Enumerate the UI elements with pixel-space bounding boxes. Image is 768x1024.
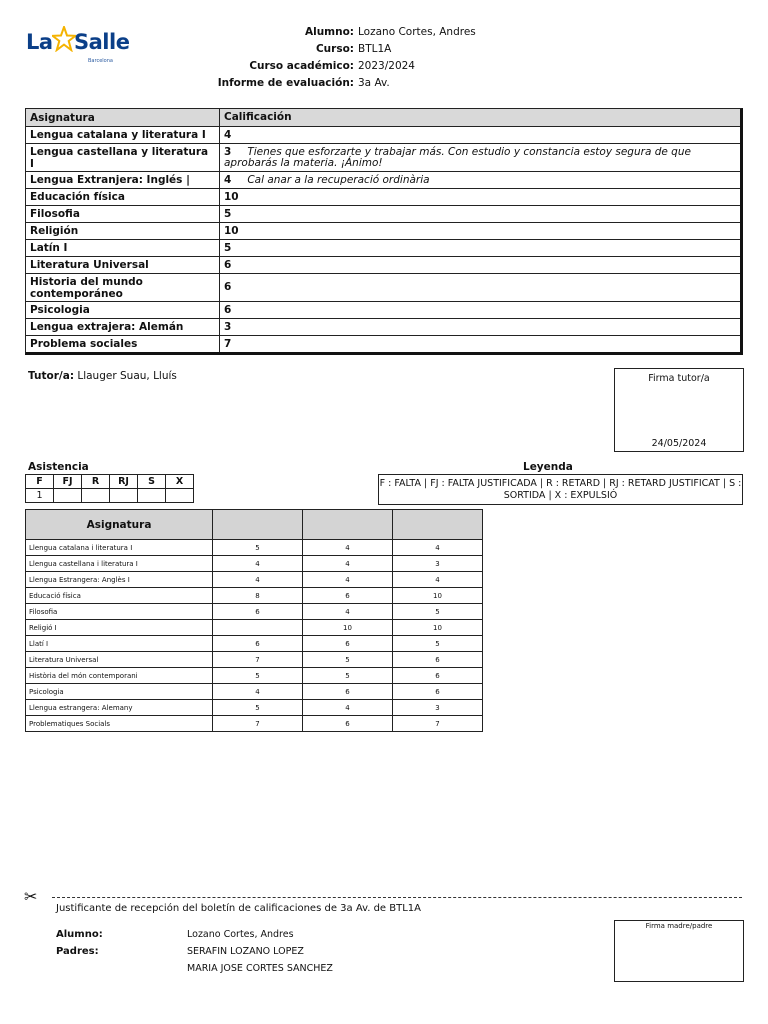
- evaluation-row: [26, 668, 483, 684]
- grade-row: [26, 256, 740, 273]
- attendance-value: 1: [26, 489, 54, 503]
- parent-signature-box: [614, 920, 744, 982]
- attendance-value-row: [26, 489, 194, 503]
- evaluation-value: 6: [303, 588, 393, 604]
- logo-subtitle: Barcelona: [88, 58, 113, 64]
- evaluation-value: 5: [393, 636, 483, 652]
- tutor-name: Llauger Suau, Lluís: [77, 370, 177, 382]
- grade-row: [26, 239, 740, 256]
- evaluation-value: 6: [213, 636, 303, 652]
- evaluation-value: 7: [213, 716, 303, 732]
- evaluation-value: 5: [303, 652, 393, 668]
- evaluation-row: [26, 700, 483, 716]
- grade-row: [26, 273, 740, 301]
- evaluation-value: 4: [213, 556, 303, 572]
- grades-header-grade: Calificación: [224, 111, 292, 123]
- grade-subject: Latín I: [26, 240, 220, 256]
- evaluation-row: [26, 540, 483, 556]
- evaluation-row: [26, 716, 483, 732]
- evaluation-value: 4: [393, 572, 483, 588]
- grade-comment: Tienes que esforzarte y trabajar más. Con estudio y constancia estoy segura de que aprobarás la materia. ¡Ánimo!: [224, 146, 691, 169]
- course-value: BTL1A: [358, 43, 392, 55]
- evaluation-value: 4: [303, 556, 393, 572]
- student-name: Lozano Cortes, Andres: [358, 26, 476, 38]
- grade-row: [26, 205, 740, 222]
- evaluation-subject: Llengua Estrangera: Anglès I: [26, 572, 213, 588]
- grade-value: 7: [224, 337, 232, 350]
- evaluation-subject: Filosofia: [26, 604, 213, 620]
- grade-subject: Lengua Extranjera: Inglés |: [26, 172, 220, 188]
- evaluation-value: 4: [213, 684, 303, 700]
- tutor-signature-date: 24/05/2024: [651, 438, 707, 449]
- evaluation-value: 3: [393, 556, 483, 572]
- tutor-signature-box: [614, 368, 744, 452]
- grade-value: 4: [224, 173, 232, 186]
- logo-text-salle: Salle: [74, 30, 130, 54]
- attendance-value: [82, 489, 110, 503]
- report-label: Informe de evaluación:: [217, 77, 354, 89]
- evaluation-value: 3: [393, 700, 483, 716]
- parent-signature-label: Firma madre/padre: [645, 922, 713, 930]
- grade-subject: Historia del mundo contemporáneo: [26, 274, 220, 301]
- evaluation-row: [26, 556, 483, 572]
- evaluation-row: [26, 588, 483, 604]
- evaluation-value: 8: [213, 588, 303, 604]
- grades-table: [25, 108, 743, 355]
- grade-subject: Educación física: [26, 189, 220, 205]
- evaluation-value: 6: [303, 716, 393, 732]
- evaluations-header-col: [213, 510, 303, 540]
- evaluations-header-col: [393, 510, 483, 540]
- attendance-value: [54, 489, 82, 503]
- evaluation-value: 6: [303, 684, 393, 700]
- cut-line: [52, 897, 742, 898]
- evaluation-value: 6: [393, 668, 483, 684]
- evaluation-subject: Llengua catalana i literatura I: [26, 540, 213, 556]
- evaluation-value: 6: [213, 604, 303, 620]
- evaluation-value: 10: [303, 620, 393, 636]
- grade-row: [26, 335, 740, 352]
- evaluation-row: [26, 652, 483, 668]
- evaluation-value: 5: [213, 668, 303, 684]
- evaluation-value: 4: [303, 604, 393, 620]
- course-label: Curso:: [315, 43, 354, 55]
- evaluation-subject: Religió I: [26, 620, 213, 636]
- evaluation-value: 6: [393, 684, 483, 700]
- evaluation-value: [213, 620, 303, 636]
- evaluation-value: 6: [303, 636, 393, 652]
- grade-value: 3: [224, 146, 232, 158]
- report-value: 3a Av.: [358, 77, 390, 89]
- grade-row: [26, 318, 740, 335]
- attendance-header: FJ: [54, 475, 82, 489]
- receipt-parent-father: SERAFIN LOZANO LOPEZ: [187, 946, 304, 957]
- legend-box: F : FALTA | FJ : FALTA JUSTIFICADA | R : RETARD | RJ : RETARD JUSTIFICAT | S : SORTIDA | X : EXPULSIÓ: [378, 474, 743, 505]
- evaluation-subject: Llatí I: [26, 636, 213, 652]
- grade-subject: Filosofia: [26, 206, 220, 222]
- grade-value: 5: [224, 207, 232, 220]
- attendance-value: [110, 489, 138, 503]
- logo-text-la: La: [26, 30, 53, 54]
- tutor-line: [28, 370, 177, 382]
- grade-value: 5: [224, 241, 232, 254]
- grades-header-subject: Asignatura: [26, 109, 220, 126]
- evaluations-header-subject: Asignatura: [26, 510, 213, 540]
- evaluation-row: [26, 604, 483, 620]
- attendance-header-row: [26, 475, 194, 489]
- evaluations-header-row: [26, 510, 483, 540]
- evaluation-value: 4: [303, 700, 393, 716]
- academic-year-label: Curso académico:: [249, 60, 354, 72]
- grade-row: [26, 171, 740, 188]
- grade-row: [26, 126, 740, 143]
- grade-subject: Lengua castellana y literatura I: [26, 144, 220, 171]
- academic-year-value: 2023/2024: [358, 60, 415, 72]
- evaluation-subject: Psicologia: [26, 684, 213, 700]
- grade-row: [26, 143, 740, 171]
- grade-value: 3: [224, 320, 232, 333]
- evaluation-value: 7: [393, 716, 483, 732]
- grade-subject: Lengua catalana y literatura I: [26, 127, 220, 143]
- evaluations-header-col: [303, 510, 393, 540]
- evaluation-subject: Educació física: [26, 588, 213, 604]
- course-row: [0, 41, 768, 58]
- grades-header-row: [26, 109, 740, 126]
- attendance-header: RJ: [110, 475, 138, 489]
- evaluation-subject: Història del món contemporani: [26, 668, 213, 684]
- evaluation-row: [26, 684, 483, 700]
- attendance-value: [138, 489, 166, 503]
- grade-subject: Lengua extrajera: Alemán: [26, 319, 220, 335]
- evaluation-row: [26, 636, 483, 652]
- grade-value: 10: [224, 224, 239, 237]
- evaluation-row: [26, 620, 483, 636]
- tutor-label: Tutor/a:: [28, 370, 75, 382]
- receipt-parent-mother: MARIA JOSE CORTES SANCHEZ: [187, 963, 333, 974]
- grade-comment: Cal anar a la recuperació ordinària: [247, 173, 430, 186]
- grade-subject: Psicologia: [26, 302, 220, 318]
- evaluation-value: 10: [393, 588, 483, 604]
- student-name-label: Alumno:: [304, 26, 354, 38]
- attendance-header: F: [26, 475, 54, 489]
- evaluations-table: [25, 509, 483, 732]
- evaluation-subject: Llengua estrangera: Alemany: [26, 700, 213, 716]
- attendance-header: X: [166, 475, 194, 489]
- evaluation-value: 5: [213, 540, 303, 556]
- attendance-header: R: [82, 475, 110, 489]
- evaluation-value: 6: [393, 652, 483, 668]
- evaluation-value: 5: [393, 604, 483, 620]
- grade-value: 4: [224, 128, 232, 141]
- evaluation-value: 7: [213, 652, 303, 668]
- receipt-title: Justificante de recepción del boletín de calificaciones de 3a Av. de BTL1A: [56, 903, 421, 914]
- evaluation-subject: Llengua castellana i literatura I: [26, 556, 213, 572]
- grade-subject: Problema sociales: [26, 336, 220, 352]
- grade-value: 6: [224, 258, 232, 271]
- grade-row: [26, 222, 740, 239]
- attendance-table: [25, 474, 194, 503]
- evaluation-value: 10: [393, 620, 483, 636]
- evaluation-value: 4: [393, 540, 483, 556]
- evaluation-value: 4: [213, 572, 303, 588]
- attendance-title: Asistencia: [28, 461, 89, 473]
- tutor-signature-label: Firma tutor/a: [648, 373, 710, 384]
- report-row: [0, 75, 768, 92]
- evaluation-value: 5: [213, 700, 303, 716]
- legend-title: Leyenda: [523, 461, 573, 473]
- evaluation-row: [26, 572, 483, 588]
- receipt-student-label: Alumno:: [56, 929, 103, 940]
- grade-row: [26, 188, 740, 205]
- evaluation-subject: Literatura Universal: [26, 652, 213, 668]
- grade-subject: Religión: [26, 223, 220, 239]
- attendance-header: S: [138, 475, 166, 489]
- evaluation-subject: Problematiques Socials: [26, 716, 213, 732]
- grade-value: 6: [224, 303, 232, 316]
- scissors-icon: ✂: [24, 887, 38, 906]
- grade-value: 6: [224, 281, 232, 293]
- academic-year-row: [0, 58, 768, 75]
- grade-subject: Literatura Universal: [26, 257, 220, 273]
- receipt-parents-label: Padres:: [56, 946, 99, 957]
- evaluation-value: 4: [303, 540, 393, 556]
- student-name-row: [0, 24, 768, 41]
- grade-value: 10: [224, 190, 239, 203]
- attendance-value: [166, 489, 194, 503]
- receipt-student-name: Lozano Cortes, Andres: [187, 929, 294, 940]
- evaluation-value: 4: [303, 572, 393, 588]
- grade-row: [26, 301, 740, 318]
- evaluation-value: 5: [303, 668, 393, 684]
